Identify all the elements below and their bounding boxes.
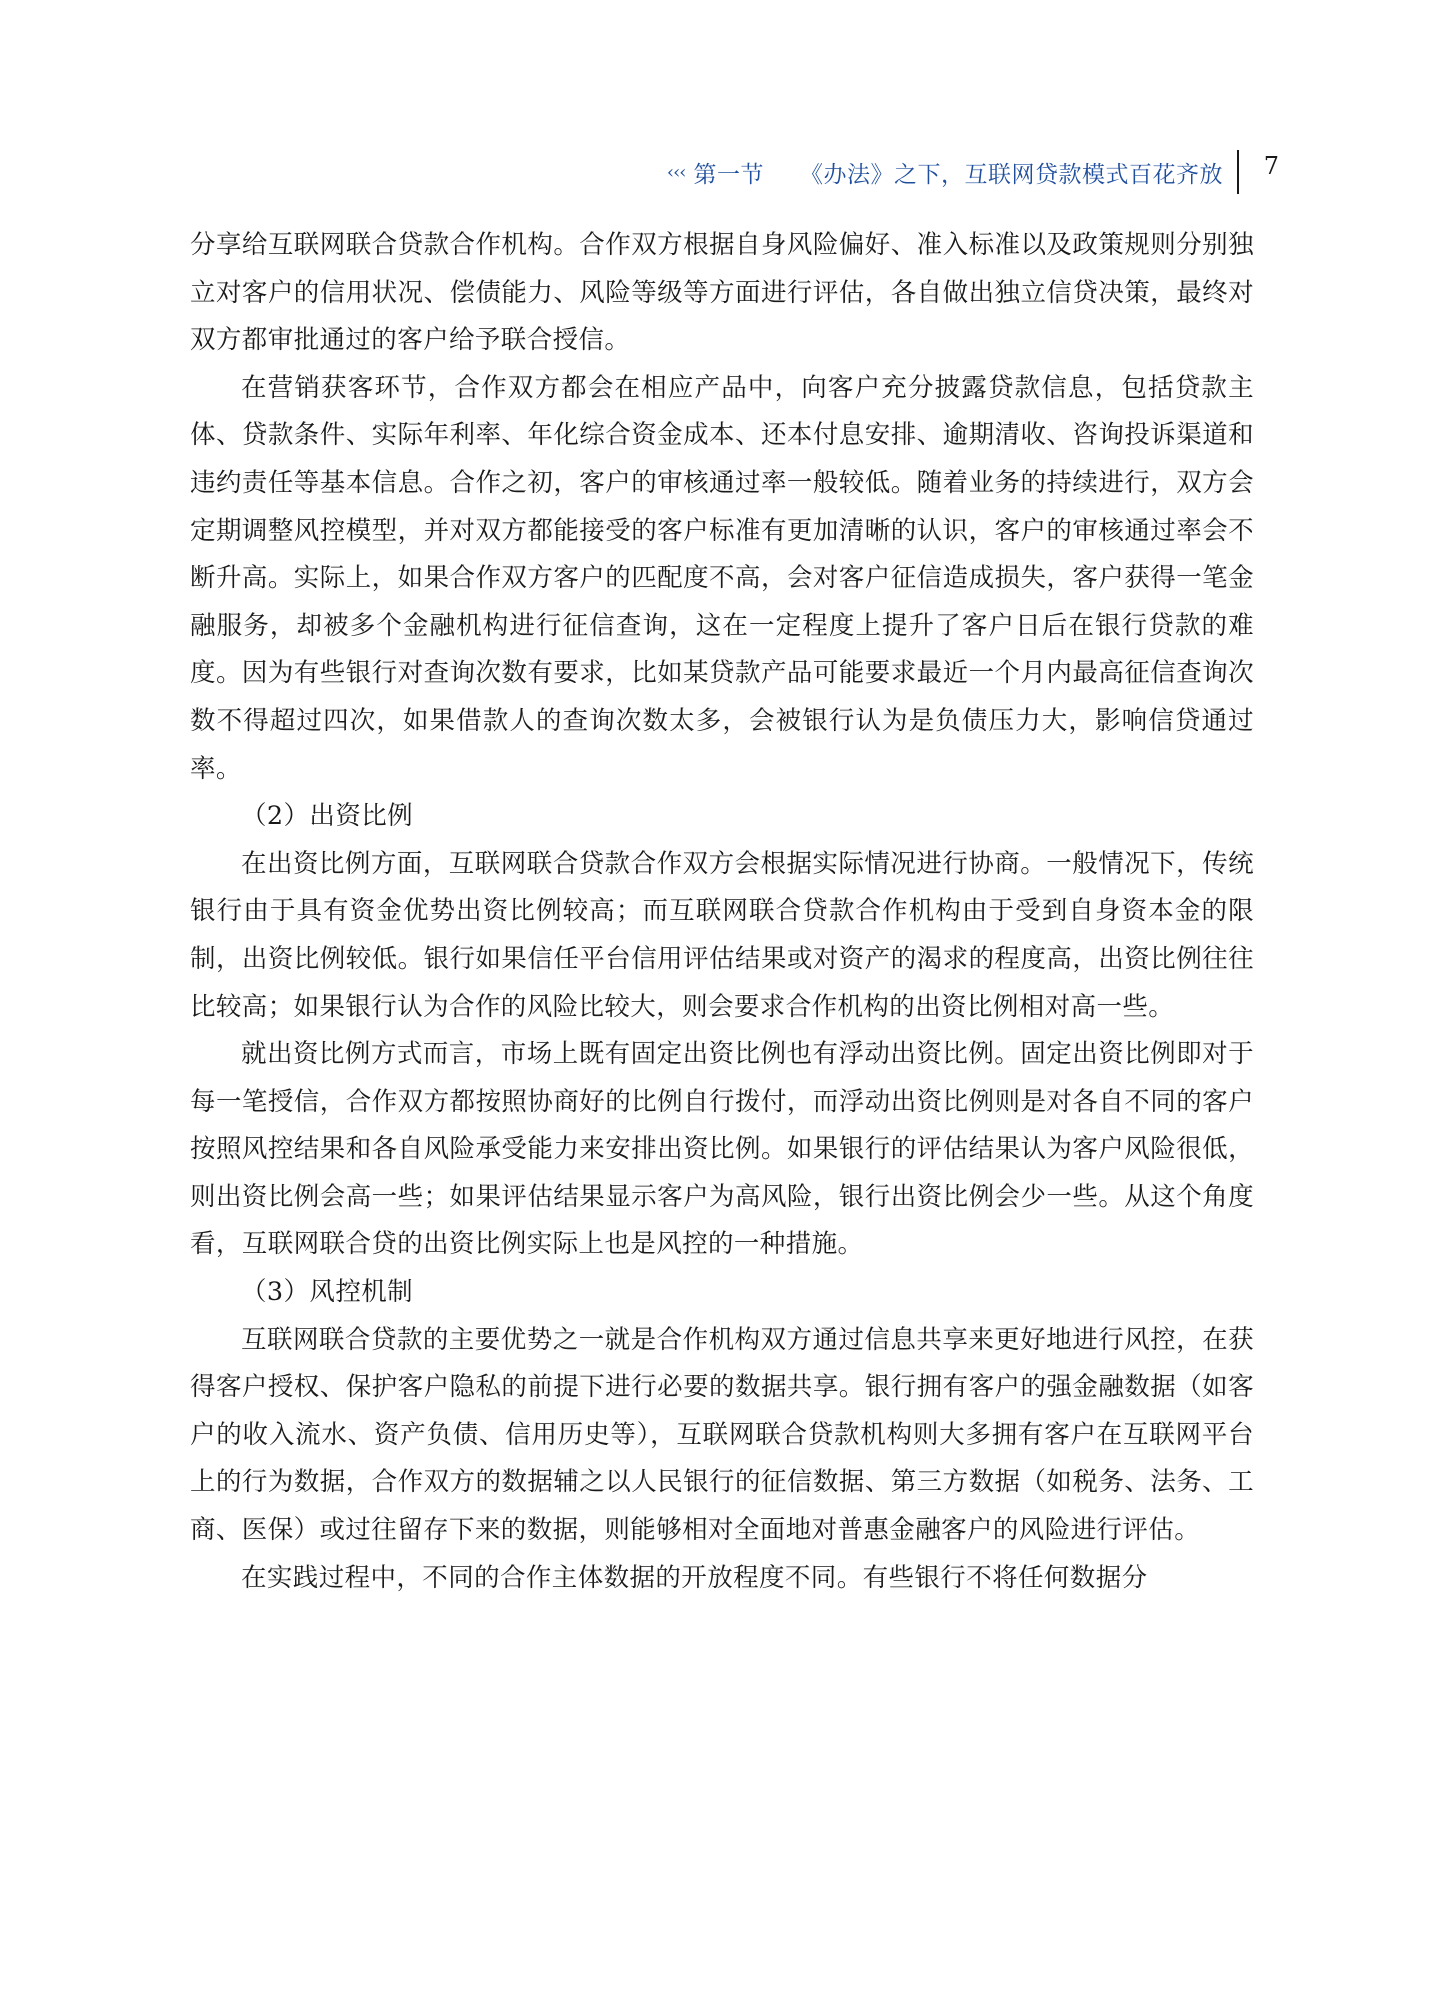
paragraph-continuation: 分享给互联网联合贷款合作机构。合作双方根据自身风险偏好、准入标准以及政策规则分别独立对客户的信用状况、偿债能力、风险等级等方面进行评估，各自做出独立信贷决策，最终对双方都审批通过的客户给予联合授信。 [190, 230, 1254, 356]
header-section-label: 第一节 [693, 161, 764, 188]
subheading-risk-control: （3）风控机制 [241, 1277, 414, 1308]
paragraph-risk-control: 互联网联合贷款的主要优势之一就是合作机构双方通过信息共享来更好地进行风控，在获得客户授权、保护客户隐私的前提下进行必要的数据共享。银行拥有客户的强金融数据（如客户的收入流水、资产负债、信用历史等），互联网联合贷款机构则大多拥有客户在互联网平台上的行为数据，合作双方的数据辅之以人民银行的征信数据、第三方数据（如税务、法务、工商、医保）或过往留存下来的数据，则能够相对全面地对普惠金融客户的风险进行评估。 [190, 1324, 1254, 1546]
header-arrows-icon: ‹‹‹ [666, 161, 686, 183]
paragraph-funding-ratio: 在出资比例方面，互联网联合贷款合作双方会根据实际情况进行协商。一般情况下，传统银行由于具有资金优势出资比例较高；而互联网联合贷款合作机构由于受到自身资本金的限制，出资比例较低。银行如果信任平台信用评估结果或对资产的渴求的程度高，出资比例往往比较高；如果银行认为合作的风险比较大，则会要求合作机构的出资比例相对高一些。 [190, 848, 1254, 1022]
paragraph-marketing: 在营销获客环节，合作双方都会在相应产品中，向客户充分披露贷款信息，包括贷款主体、贷款条件、实际年利率、年化综合资金成本、还本付息安排、逾期清收、咨询投诉渠道和违约责任等基本信息。合作之初，客户的审核通过率一般较低。随着业务的持续进行，双方会定期调整风控模型，并对双方都能接受的客户标准有更加清晰的认识，客户的审核通过率会不断升高。实际上，如果合作双方客户的匹配度不高，会对客户征信造成损失，客户获得一笔金融服务，却被多个金融机构进行征信查询，这在一定程度上提升了客户日后在银行贷款的难度。因为有些银行对查询次数有要求，比如某贷款产品可能要求最近一个月内最高征信查询次数不得超过四次，如果借款人的查询次数太多，会被银行认为是负债压力大，影响信贷通过率。 [190, 372, 1254, 784]
page-number: 7 [1263, 152, 1279, 180]
body-text [190, 222, 1254, 1602]
paragraph-funding-method: 就出资比例方式而言，市场上既有固定出资比例也有浮动出资比例。固定出资比例即对于每一笔授信，合作双方都按照协商好的比例自行拨付，而浮动出资比例则是对各自不同的客户按照风控结果和各自风险承受能力来安排出资比例。如果银行的评估结果认为客户风险很低，则出资比例会高一些；如果评估结果显示客户为高风险，银行出资比例会少一些。从这个角度看，互联网联合贷的出资比例实际上也是风控的一种措施。 [190, 1039, 1254, 1260]
paragraph-data-openness: 在实践过程中，不同的合作主体数据的开放程度不同。有些银行不将任何数据分 [241, 1562, 1148, 1593]
header-divider [1237, 150, 1239, 194]
running-header [667, 150, 1253, 194]
header-title: 《办法》之下，互联网贷款模式百花齐放 [800, 161, 1223, 188]
subheading-funding-ratio: （2）出资比例 [241, 801, 414, 832]
